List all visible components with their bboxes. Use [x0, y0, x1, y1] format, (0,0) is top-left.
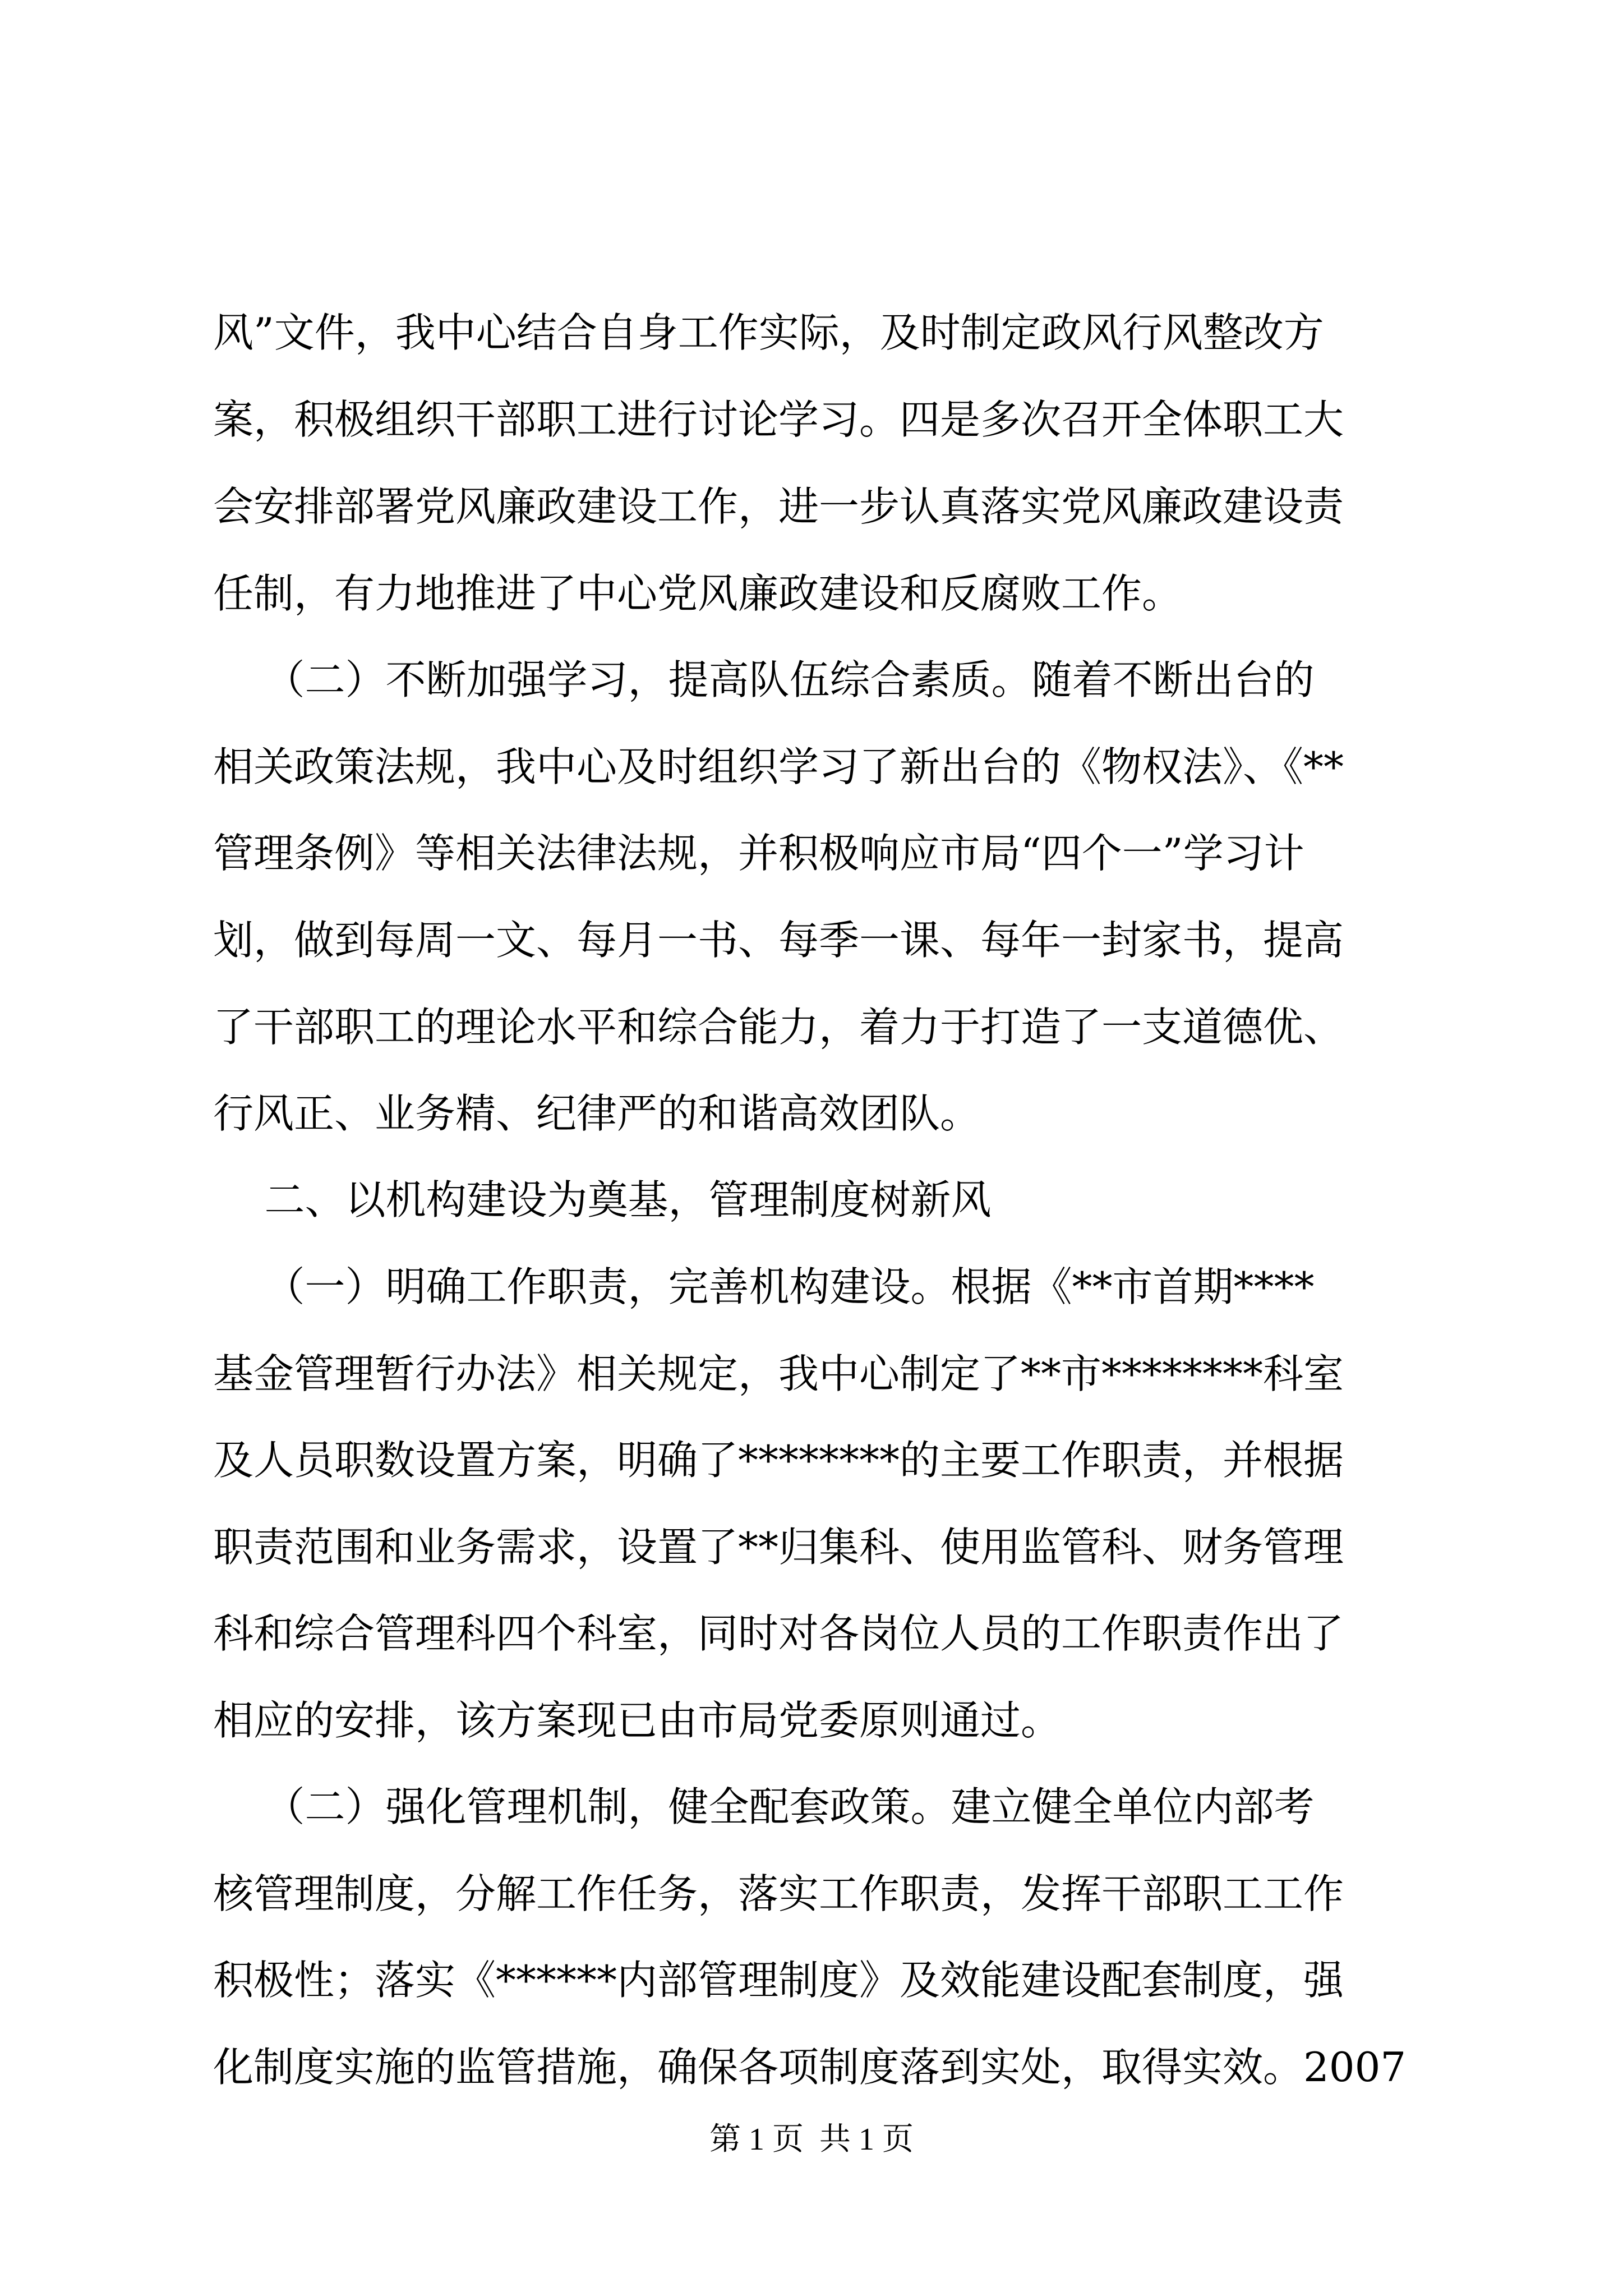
- paragraph-line: 相关政策法规，我中心及时组织学习了新出台的《物权法》、《**: [213, 743, 1344, 790]
- paragraph-line: 划，做到每周一文、每月一书、每季一课、每年一封家书，提高: [213, 917, 1344, 964]
- paragraph-line: 案，积极组织干部职工进行讨论学习。四是多次召开全体职工大: [213, 396, 1344, 443]
- section-heading: 二、以机构建设为奠基，管理制度树新风: [213, 1176, 992, 1223]
- paragraph-line: 职责范围和业务需求，设置了**归集科、使用监管科、财务管理: [213, 1524, 1344, 1571]
- paragraph-line: 管理条例》等相关法律法规，并积极响应市局“四个一”学习计: [213, 830, 1304, 877]
- paragraph-line: 会安排部署党风廉政建设工作，进一步认真落实党风廉政建设责: [213, 483, 1344, 530]
- paragraph-line: 化制度实施的监管措施，确保各项制度落到实处，取得实效。2007: [213, 2044, 1407, 2091]
- paragraph-line: （一）明确工作职责，完善机构建设。根据《**市首期****: [213, 1263, 1315, 1310]
- paragraph-line: 相应的安排，该方案现已由市局党委原则通过。: [213, 1697, 1062, 1744]
- paragraph-line: 科和综合管理科四个科室，同时对各岗位人员的工作职责作出了: [213, 1610, 1344, 1657]
- paragraph-line: （二）不断加强学习，提高队伍综合素质。随着不断出台的: [213, 656, 1315, 703]
- paragraph-line: 风”文件，我中心结合自身工作实际，及时制定政风行风整改方: [213, 309, 1324, 356]
- paragraph-line: 了干部职工的理论水平和综合能力，着力于打造了一支道德优、: [213, 1004, 1344, 1051]
- paragraph-line: 基金管理暂行办法》相关规定，我中心制定了**市********科室: [213, 1350, 1344, 1397]
- paragraph-line: （二）强化管理机制，健全配套政策。建立健全单位内部考: [213, 1783, 1315, 1830]
- page-footer: 第 1 页 共 1 页: [709, 2122, 914, 2157]
- paragraph-line: 任制，有力地推进了中心党风廉政建设和反腐败工作。: [213, 570, 1183, 617]
- paragraph-line: 核管理制度，分解工作任务，落实工作职责，发挥干部职工工作: [213, 1870, 1344, 1917]
- paragraph-line: 行风正、业务精、纪律严的和谐高效团队。: [213, 1090, 981, 1137]
- paragraph-line: 积极性；落实《******内部管理制度》及效能建设配套制度，强: [213, 1957, 1344, 2004]
- paragraph-line: 及人员职数设置方案，明确了********的主要工作职责，并根据: [213, 1437, 1344, 1484]
